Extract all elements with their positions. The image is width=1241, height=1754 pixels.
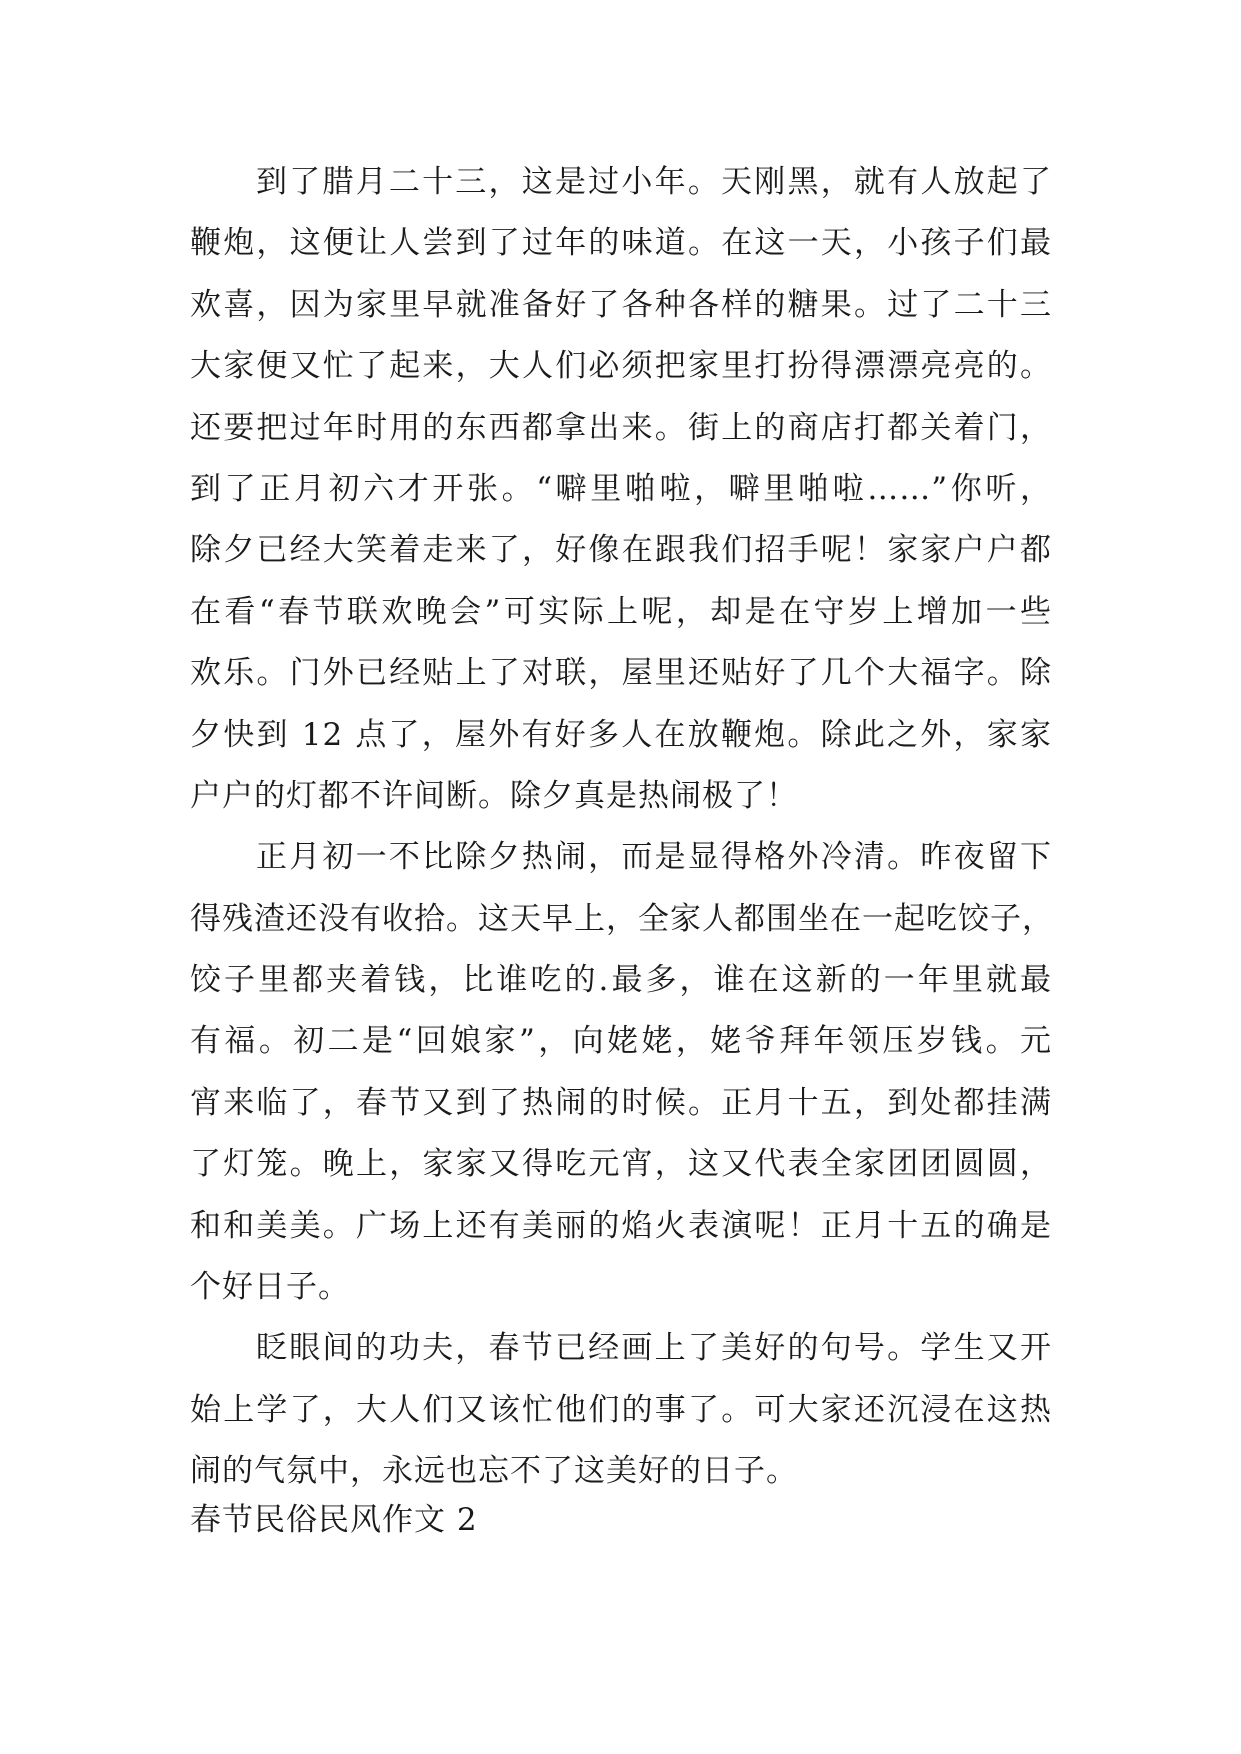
paragraph-1-line-3: 欢喜，因为家里早就准备好了各种各样的糖果。过了二十三 bbox=[190, 286, 1052, 323]
paragraph-2-line-7: 和和美美。广场上还有美丽的焰火表演呢！正月十五的确是 bbox=[190, 1207, 1052, 1244]
essay-body bbox=[190, 152, 1052, 1503]
paragraph-2-line-8: 个好日子。 bbox=[190, 1269, 350, 1306]
paragraph-2-line-2: 得残渣还没有收拾。这天早上，全家人都围坐在一起吃饺子， bbox=[190, 900, 1054, 937]
paragraph-1-line-2: 鞭炮，这便让人尝到了过年的味道。在这一天，小孩子们最 bbox=[190, 225, 1052, 262]
paragraph-3-line-1: 眨眼间的功夫，春节已经画上了美好的句号。学生又开 bbox=[256, 1330, 1052, 1367]
paragraph-1-line-9: 欢乐。门外已经贴上了对联，屋里还贴好了几个大福字。除 bbox=[190, 655, 1052, 692]
paragraph-1-line-5: 还要把过年时用的东西都拿出来。街上的商店打都关着门， bbox=[190, 409, 1052, 446]
paragraph-1-line-10: 夕快到 12 点了，屋外有好多人在放鞭炮。除此之外，家家 bbox=[190, 716, 1052, 753]
paragraph-1-line-4: 大家便又忙了起来，大人们必须把家里打扮得漂漂亮亮的。 bbox=[190, 348, 1052, 385]
paragraph-1-line-8: 在看“春节联欢晚会”可实际上呢，却是在守岁上增加一些 bbox=[190, 593, 1052, 630]
paragraph-1-line-11: 户户的灯都不许间断。除夕真是热闹极了！ bbox=[190, 777, 798, 814]
paragraph-1-line-6: 到了正月初六才开张。“噼里啪啦，噼里啪啦……”你听， bbox=[190, 470, 1052, 507]
paragraph-3-line-2: 始上学了，大人们又该忙他们的事了。可大家还沉浸在这热 bbox=[190, 1391, 1052, 1428]
paragraph-3-line-3: 闹的气氛中，永远也忘不了这美好的日子。 bbox=[190, 1453, 798, 1490]
paragraph-2-line-5: 宵来临了，春节又到了热闹的时候。正月十五，到处都挂满 bbox=[190, 1084, 1052, 1121]
paragraph-2-line-3: 饺子里都夹着钱，比谁吃的.最多，谁在这新的一年里就最 bbox=[190, 962, 1052, 999]
paragraph-2-line-4: 有福。初二是“回娘家”，向姥姥，姥爷拜年领压岁钱。元 bbox=[190, 1023, 1052, 1060]
paragraph-2-line-6: 了灯笼。晚上，家家又得吃元宵，这又代表全家团团圆圆， bbox=[190, 1146, 1052, 1183]
paragraph-1-line-7: 除夕已经大笑着走来了，好像在跟我们招手呢！家家户户都 bbox=[190, 532, 1052, 569]
section-heading: 春节民俗民风作文 2 bbox=[190, 1502, 478, 1538]
paragraph-1-line-1: 到了腊月二十三，这是过小年。天刚黑，就有人放起了 bbox=[256, 164, 1052, 200]
paragraph-2-line-1: 正月初一不比除夕热闹，而是显得格外冷清。昨夜留下 bbox=[256, 839, 1052, 876]
